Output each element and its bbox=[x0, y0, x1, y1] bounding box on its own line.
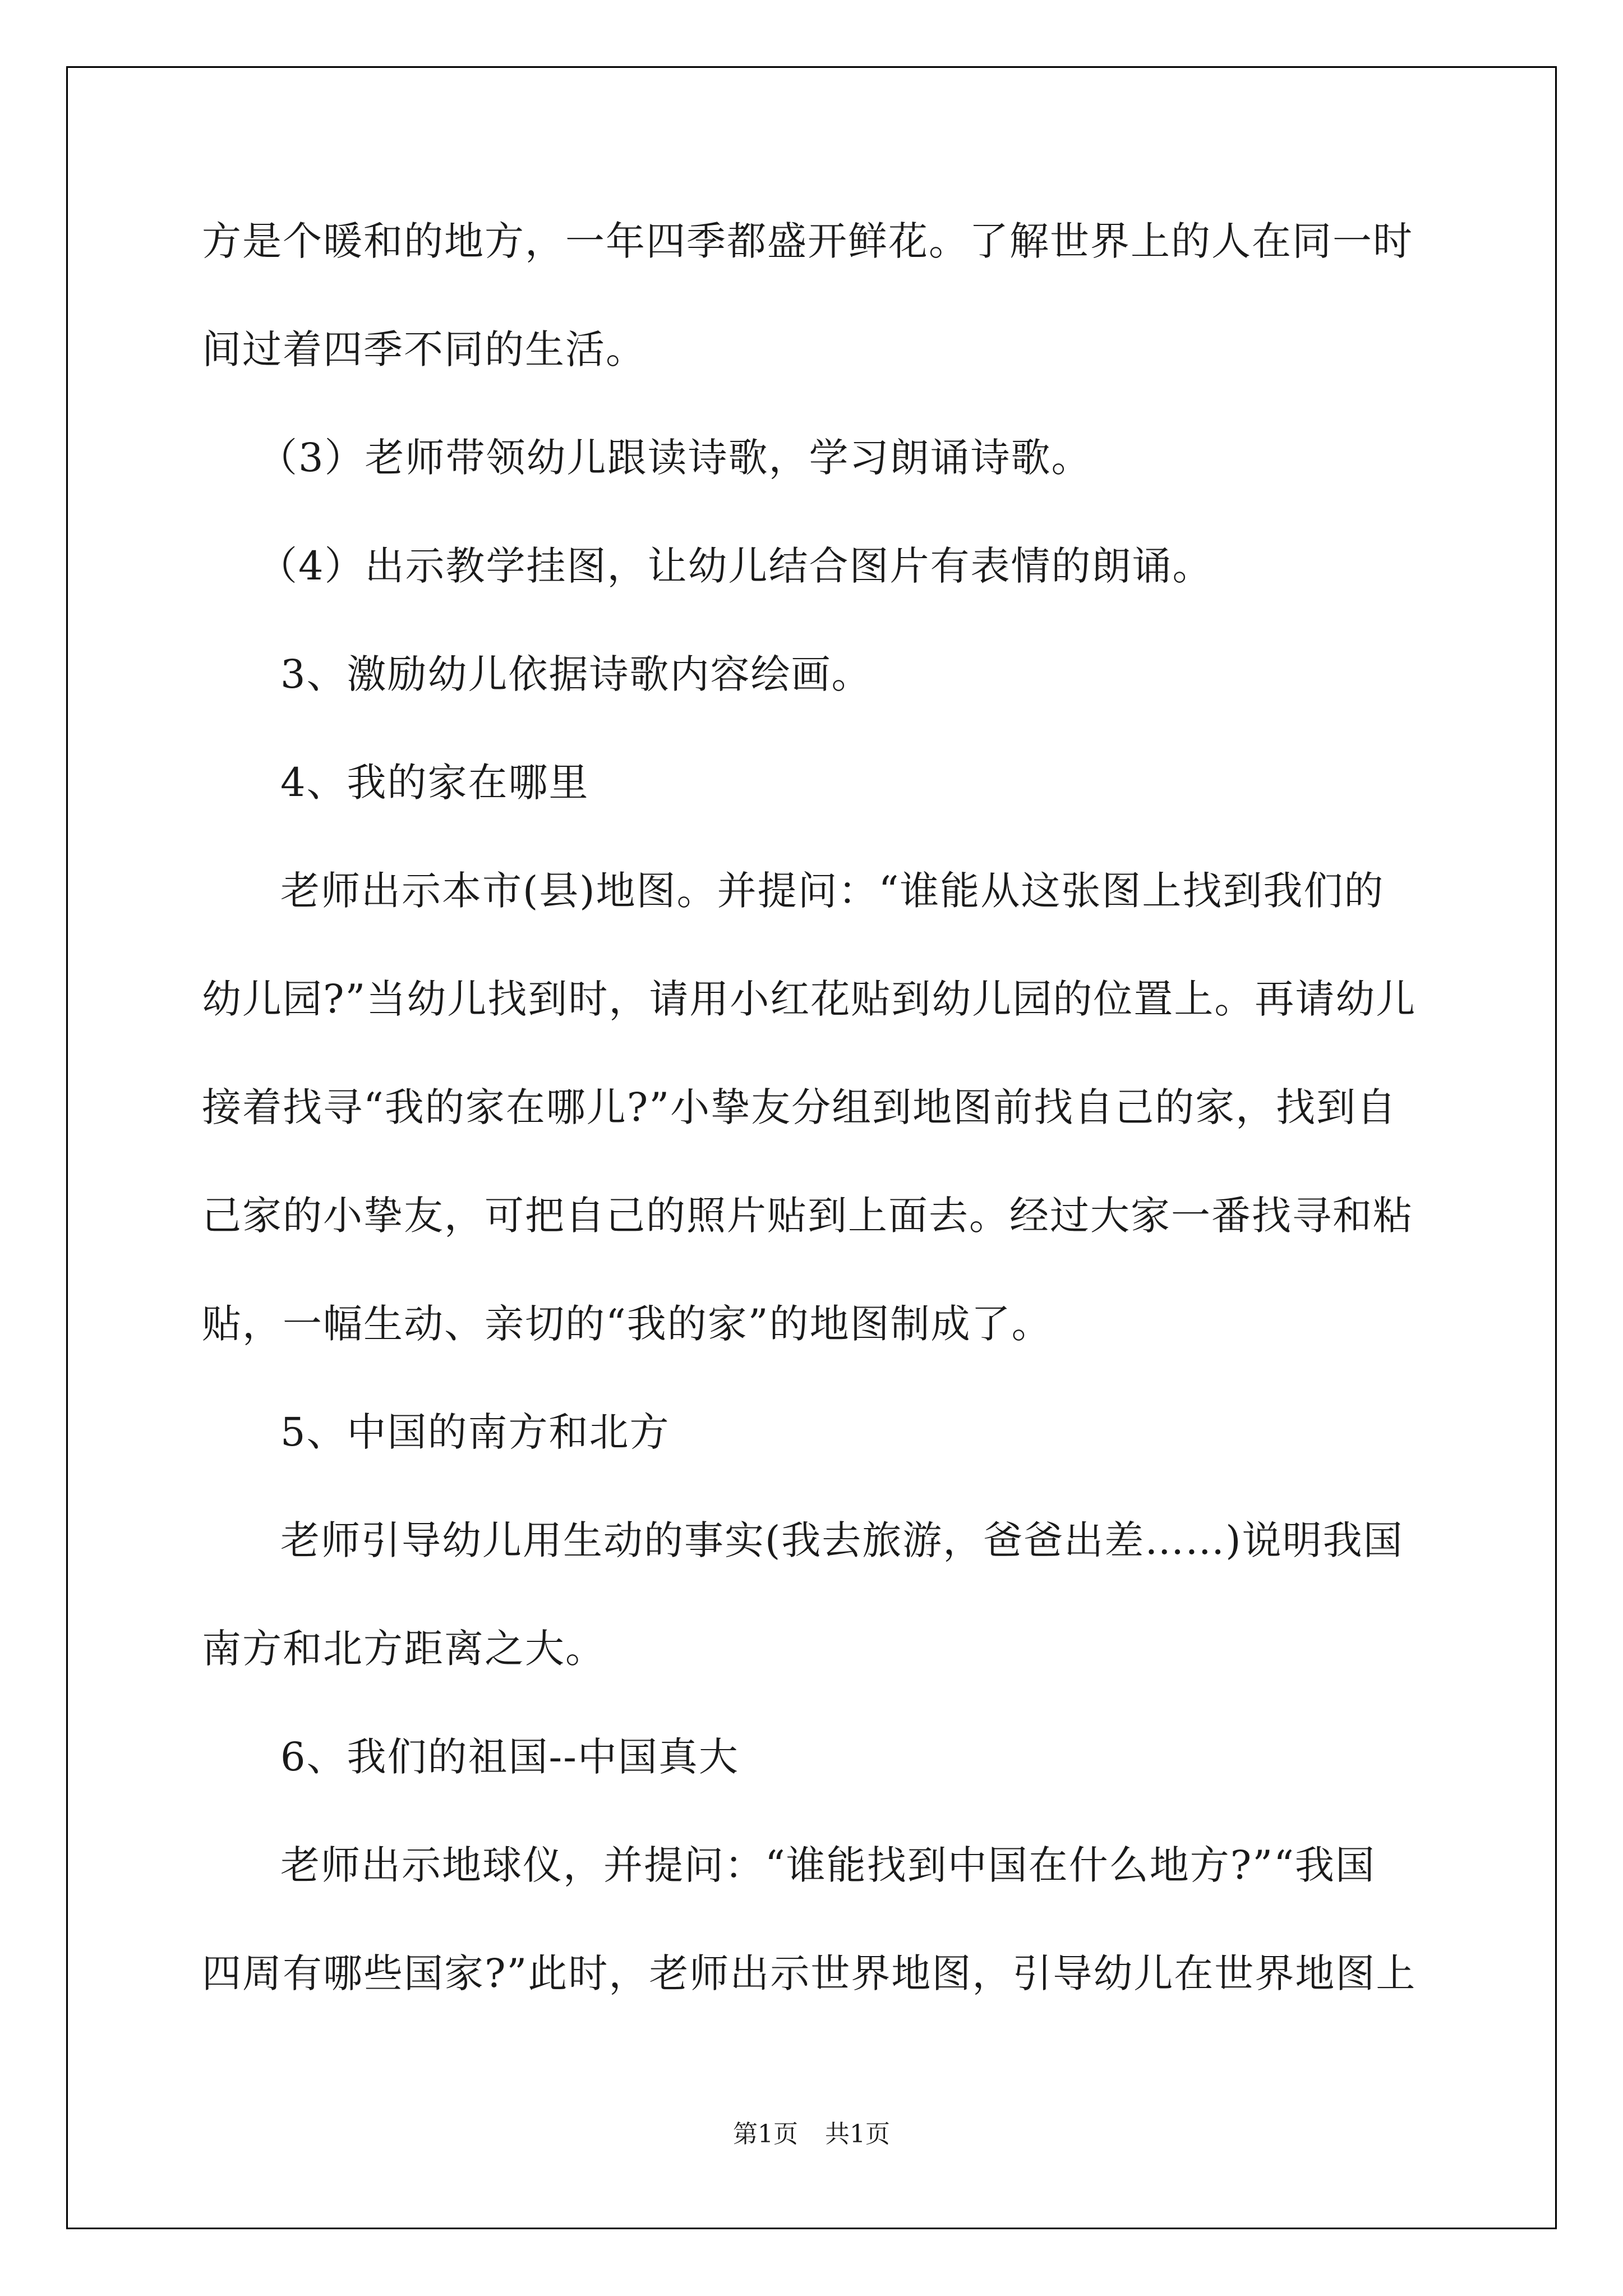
section-heading: 5、中国的南方和北方 bbox=[280, 1409, 670, 1455]
paragraph-line: 老师引导幼儿用生动的事实(我去旅游，爸爸出差……)说明我国 bbox=[280, 1517, 1404, 1563]
paragraph-line: 己家的小挚友，可把自己的照片贴到上面去。经过大家一番找寻和粘 bbox=[202, 1193, 1413, 1239]
section-heading: 6、我们的祖国--中国真大 bbox=[280, 1734, 739, 1780]
paragraph-line: 贴，一幅生动、亲切的“我的家”的地图制成了。 bbox=[202, 1301, 1052, 1347]
paragraph-line: 方是个暖和的地方，一年四季都盛开鲜花。了解世界上的人在同一时 bbox=[202, 218, 1413, 264]
page-footer bbox=[0, 2120, 1623, 2148]
document-body bbox=[202, 218, 1436, 2062]
paragraph-line: 南方和北方距离之大。 bbox=[202, 1626, 606, 1672]
page-number: 第1页 bbox=[733, 2120, 798, 2148]
page-total: 共1页 bbox=[825, 2120, 890, 2148]
paragraph-line: 四周有哪些国家?”此时，老师出示世界地图，引导幼儿在世界地图上 bbox=[202, 1950, 1417, 1996]
paragraph-line: 老师出示本市(县)地图。并提问：“谁能从这张图上找到我们的 bbox=[280, 868, 1385, 914]
paragraph-line: 老师出示地球仪，并提问：“谁能找到中国在什么地方?”“我国 bbox=[280, 1842, 1376, 1888]
paragraph-line: 幼儿园?”当幼儿找到时，请用小红花贴到幼儿园的位置上。再请幼儿 bbox=[202, 976, 1417, 1022]
paragraph-line: （3）老师带领幼儿跟读诗歌，学习朗诵诗歌。 bbox=[258, 435, 1092, 481]
paragraph-line: 间过着四季不同的生活。 bbox=[202, 326, 646, 372]
section-heading: 3、激励幼儿依据诗歌内容绘画。 bbox=[280, 651, 872, 697]
paragraph-line: 接着找寻“我的家在哪儿?”小挚友分组到地图前找自己的家，找到自 bbox=[202, 1084, 1398, 1130]
paragraph-line: （4）出示教学挂图，让幼儿结合图片有表情的朗诵。 bbox=[258, 543, 1213, 589]
section-heading: 4、我的家在哪里 bbox=[280, 760, 589, 806]
